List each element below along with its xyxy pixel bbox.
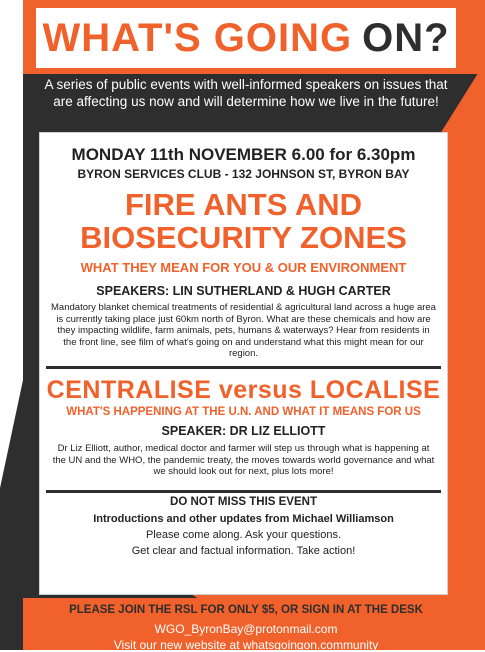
come-along-text: Please come along. Ask your questions. <box>145 529 342 541</box>
section-divider <box>46 366 441 369</box>
website-text: Visit our new website at whatsgoingon.community <box>113 638 379 652</box>
subtitle-line-2: are affecting us now and will determine how we live in the future! <box>53 94 439 109</box>
topic1-heading-line-1: FIRE ANTS AND <box>124 187 363 222</box>
join-rsl-text: PLEASE JOIN THE RSL FOR ONLY $5, OR SIGN IN AT THE DESK <box>69 604 423 616</box>
event-date: MONDAY 11th NOVEMBER 6.00 for 6.30pm <box>71 145 416 164</box>
contact-email: WGO_ByronBay@protonmail.com <box>154 622 338 636</box>
clear-info-text: Get clear and factual information. Take action! <box>131 545 356 557</box>
title-main: WHAT'S GOING <box>42 15 353 60</box>
event-venue: BYRON SERVICES CLUB - 132 JOHNSON ST, BYRON BAY <box>77 167 410 181</box>
topic2-speaker: SPEAKER: DR LIZ ELLIOTT <box>161 424 326 438</box>
topic1-heading-line-2: BIOSECURITY ZONES <box>80 220 407 255</box>
introductions-text: Introductions and other updates from Michael Williamson <box>93 513 394 525</box>
topic2-heading: CENTRALISE versus LOCALISE <box>46 376 441 404</box>
title-accent: ON? <box>362 15 450 60</box>
topic1-speakers: SPEAKERS: LIN SUTHERLAND & HUGH CARTER <box>96 284 391 298</box>
event-panel <box>40 133 447 594</box>
topic2-description: Dr Liz Elliott, author, medical doctor and farmer will step us through what is happening at the UN and the WHO, the pandemic treaty, the moves towards world governance and what we should look out for next, plus lots more! <box>52 443 435 477</box>
poster-subtitle <box>36 76 456 110</box>
do-not-miss-text: DO NOT MISS THIS EVENT <box>170 496 317 508</box>
poster-title <box>36 8 456 68</box>
topic2-subheading: WHAT'S HAPPENING AT THE U.N. AND WHAT IT MEANS FOR US <box>66 406 421 418</box>
topic1-subheading: WHAT THEY MEAN FOR YOU & OUR ENVIRONMENT <box>80 260 407 275</box>
topic1-heading <box>40 188 447 254</box>
topic1-description: Mandatory blanket chemical treatments of residential & agricultural land across a huge area is currently taking place just 60km north of Byron. What are these chemicals and how are they impacting wildlife, farm animals, pets, humans & waterways? Hear from residents in the front line, see film of what's going on and understand what this might mean for our region. <box>51 302 436 359</box>
section-divider <box>46 490 441 493</box>
subtitle-line-1: A series of public events with well-informed speakers on issues that <box>44 77 448 92</box>
